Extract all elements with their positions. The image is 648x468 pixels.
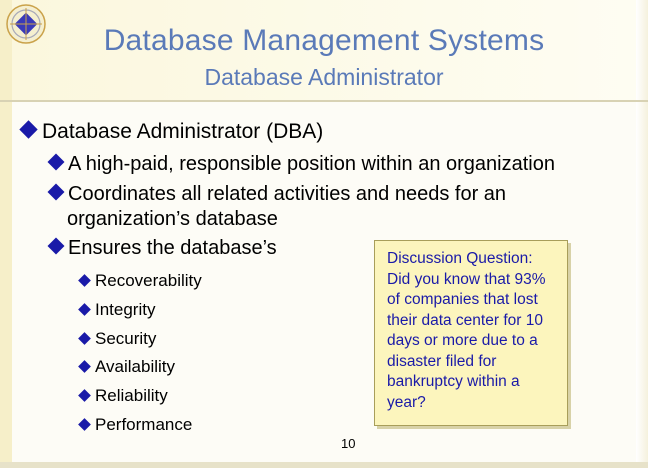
bullet-sub-3: Ensures the database’s <box>50 237 277 260</box>
bullet-main: Database Administrator (DBA) <box>22 120 323 144</box>
list-item: Reliability <box>80 386 168 406</box>
bullet-sub-2: Coordinates all related activities and needs for an <box>50 183 506 206</box>
slide-subtitle: Database Administrator <box>204 64 444 90</box>
diamond-bullet-icon <box>78 274 91 287</box>
list-item: Performance <box>80 415 192 435</box>
diamond-bullet-icon <box>78 332 91 345</box>
callout-body: Did you know that 93% of companies that lost their data center for 10 days or more due to a disaster filed for bankruptcy within a year? <box>387 270 546 411</box>
callout-heading: Discussion Question: <box>387 250 533 267</box>
list-item: Recoverability <box>80 271 202 291</box>
bottom-edge <box>0 462 648 468</box>
list-item: Availability <box>80 357 175 377</box>
list-item: Security <box>80 329 156 349</box>
bullet-sub-2-continuation: organization’s database <box>67 208 278 230</box>
diamond-bullet-icon <box>19 120 37 138</box>
discussion-callout <box>374 240 568 426</box>
diamond-bullet-icon <box>48 154 65 171</box>
diamond-bullet-icon <box>78 360 91 373</box>
slide-title: Database Management Systems <box>103 24 545 57</box>
list-item: Integrity <box>80 300 155 320</box>
page-number: 10 <box>341 436 356 451</box>
callout-text <box>387 249 562 413</box>
diamond-bullet-icon <box>78 303 91 316</box>
header-divider <box>0 100 648 102</box>
diamond-bullet-icon <box>48 238 65 255</box>
diamond-bullet-icon <box>48 184 65 201</box>
bullet-sub-1: A high-paid, responsible position within an organization <box>50 153 555 176</box>
diamond-bullet-icon <box>78 418 91 431</box>
diamond-bullet-icon <box>78 389 91 402</box>
